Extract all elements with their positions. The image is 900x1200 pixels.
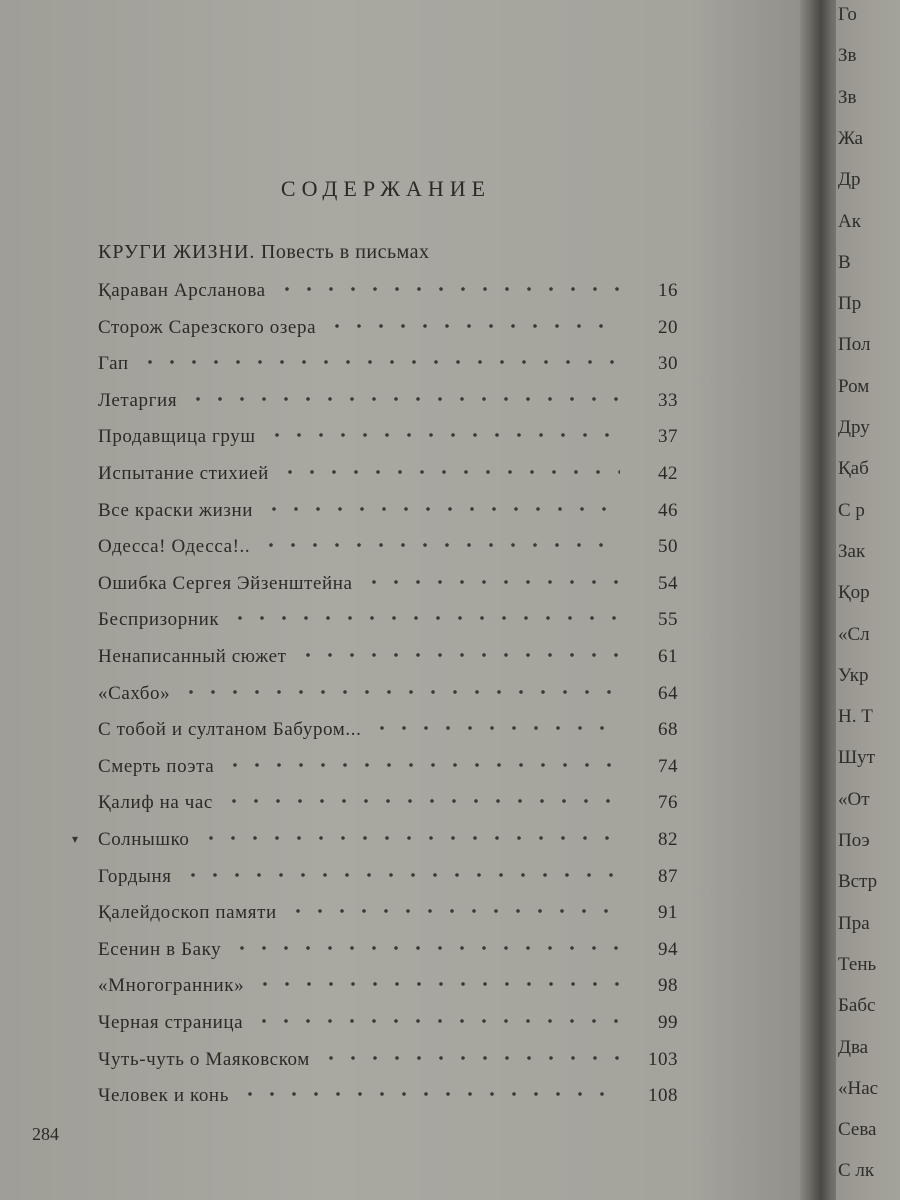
toc-entry-page: 20 [658,316,678,338]
toc-entry-title: Есенин в Баку [98,938,222,960]
toc-entry-title: Смерть поэта [98,755,215,777]
dot-leader [363,579,620,585]
toc-entry-title: Қалиф на час [98,792,213,814]
toc-entry-page: 16 [658,280,678,301]
right-page-fragment: Зв [838,86,857,108]
toc-entry-page: 55 [658,609,678,631]
toc-entry-title: Гап [98,353,129,375]
toc-entry-title: «Сахбо» [98,682,171,704]
right-page-fragment: Шут [838,747,875,769]
toc-entry-title: Ненаписанный сюжет [98,646,287,667]
toc-entry [98,536,678,566]
dot-leader [200,835,620,841]
toc-entry [98,829,678,859]
toc-entry-page: 108 [648,1085,678,1107]
dot-leader [266,432,620,438]
toc-entry [98,756,678,786]
dot-leader [260,542,620,548]
right-page-fragment: Пол [838,334,871,356]
dot-leader [254,981,620,987]
ink-mark: ▾ [72,832,79,846]
toc-entry [98,426,678,456]
right-page-fragment: Поэ [838,830,870,851]
toc-entry [98,1049,678,1079]
toc-entry [98,646,678,676]
right-page-fragment: Тень [838,953,877,975]
dot-leader [224,762,620,768]
toc-entry-page: 68 [658,719,678,741]
dot-leader [263,506,620,512]
right-page-fragment: Пр [838,293,862,315]
toc-entry-title: С тобой и султаном Бабуром... [98,719,362,741]
toc-entry-title: Солнышко [98,829,190,850]
right-page-fragment: Жа [838,127,863,149]
contents-heading [0,176,780,202]
toc-entry [98,719,678,749]
page-number: 284 [32,1124,59,1144]
toc-entry [98,317,678,347]
toc-entry [98,463,678,493]
toc-entry-page: 99 [658,1012,678,1033]
toc-entry-page: 82 [658,829,678,850]
toc-entry [98,1012,678,1042]
toc-entry-title: Гордыня [98,865,172,887]
right-page-fragment: В [838,251,851,273]
toc-entry [98,1085,678,1115]
toc-entry [98,866,678,896]
right-page-fragment: Қаб [838,458,869,480]
toc-entry [98,280,678,310]
dot-leader [180,689,620,695]
right-page-fragment: Ром [838,375,870,397]
toc-entry [98,573,678,603]
toc-entry-page: 76 [658,792,678,814]
toc-entry [98,683,678,713]
toc-entry-page: 64 [658,682,678,704]
toc-entry-page: 30 [658,353,678,375]
toc-entry-title: Летаргия [98,389,178,411]
toc-entry-page: 37 [658,426,678,448]
right-page-fragment: Го [838,4,857,25]
toc-entry-page: 61 [658,646,678,667]
toc-entry [98,939,678,969]
toc-entry-page: 87 [658,865,678,887]
dot-leader [287,908,620,914]
toc-entry [98,792,678,822]
right-page-fragment: Пра [838,912,870,934]
toc-entry [98,609,678,639]
right-page-fragment: Укр [838,664,869,686]
right-page-fragment: Бабс [838,995,876,1017]
dot-leader [276,286,620,292]
dot-leader [253,1018,620,1024]
dot-leader [371,725,620,731]
dot-leader [231,945,620,951]
toc-entry-title: Все краски жизни [98,499,254,521]
toc-entry-page: 94 [658,938,678,960]
dot-leader [326,323,620,329]
toc-entry-page: 46 [658,499,678,521]
dot-leader [229,615,620,621]
dot-leader [297,652,620,658]
dot-leader [187,396,620,402]
right-page-fragment: Зв [838,45,857,67]
right-page-fragment: Зак [838,540,866,562]
right-page-fragment: «Нас [838,1077,879,1099]
toc-entry [98,500,678,530]
part-name: КРУГИ ЖИЗНИ. [98,241,256,263]
right-page-fragment: Қор [838,582,870,604]
toc-entry-page: 103 [648,1048,678,1070]
contents-heading-text: СОДЕРЖАНИЕ [280,176,492,201]
toc-entry-title: Черная страница [98,1012,244,1033]
toc-entry-title: Қараван Арсланова [98,280,266,301]
toc-entry-title: Испытание стихией [98,463,269,484]
dot-leader [223,798,620,804]
toc-entry [98,975,678,1005]
toc-entry [98,902,678,932]
toc-entry-page: 91 [658,902,678,924]
right-page-fragment: Др [838,169,861,191]
toc-entry [98,390,678,420]
part-subtitle: Повесть в письмах [260,241,430,263]
toc-entry-title: Одесса! Одесса!.. [98,536,251,558]
right-page-fragment: Сева [838,1119,877,1141]
right-page-fragment: «От [838,788,870,810]
dot-leader [320,1055,620,1061]
toc-entry-title: Ошибка Сергея Эйзенштейна [98,572,353,594]
dot-leader [182,872,620,878]
right-page-fragment: Встр [838,871,878,893]
dot-leader [239,1091,620,1097]
right-page-fragment: Н. Т [838,706,873,728]
toc-entry-page: 54 [658,572,678,594]
right-page [836,0,900,1200]
toc-entry-title: Сторож Сарезского озера [98,316,317,338]
right-page-fragment: «Сл [838,623,870,645]
toc-entry-title: Қалейдоскоп памяти [98,902,277,924]
toc-entry-page: 74 [658,755,678,777]
dot-leader [279,469,620,475]
toc-entry-page: 33 [658,389,678,411]
dot-leader [139,359,620,365]
right-page-fragment: С р [838,499,865,521]
right-page-fragment: Два [838,1036,869,1058]
right-page-fragment: Дру [838,417,870,438]
toc-entry-title: «Многогранник» [98,975,245,997]
right-page-fragment: С лк [838,1160,875,1182]
toc-entry-title: Продавщица груш [98,426,256,448]
toc-entry-page: 42 [658,463,678,484]
toc-entry-page: 98 [658,975,678,997]
toc-entry-page: 50 [658,536,678,558]
toc-entry-title: Беспризорник [98,609,220,631]
part-title [98,241,430,264]
toc-entry-title: Человек и конь [98,1085,229,1107]
right-page-fragment: Ак [838,210,861,232]
toc-entry [98,353,678,383]
toc-entry-title: Чуть-чуть о Маяковском [98,1048,310,1070]
